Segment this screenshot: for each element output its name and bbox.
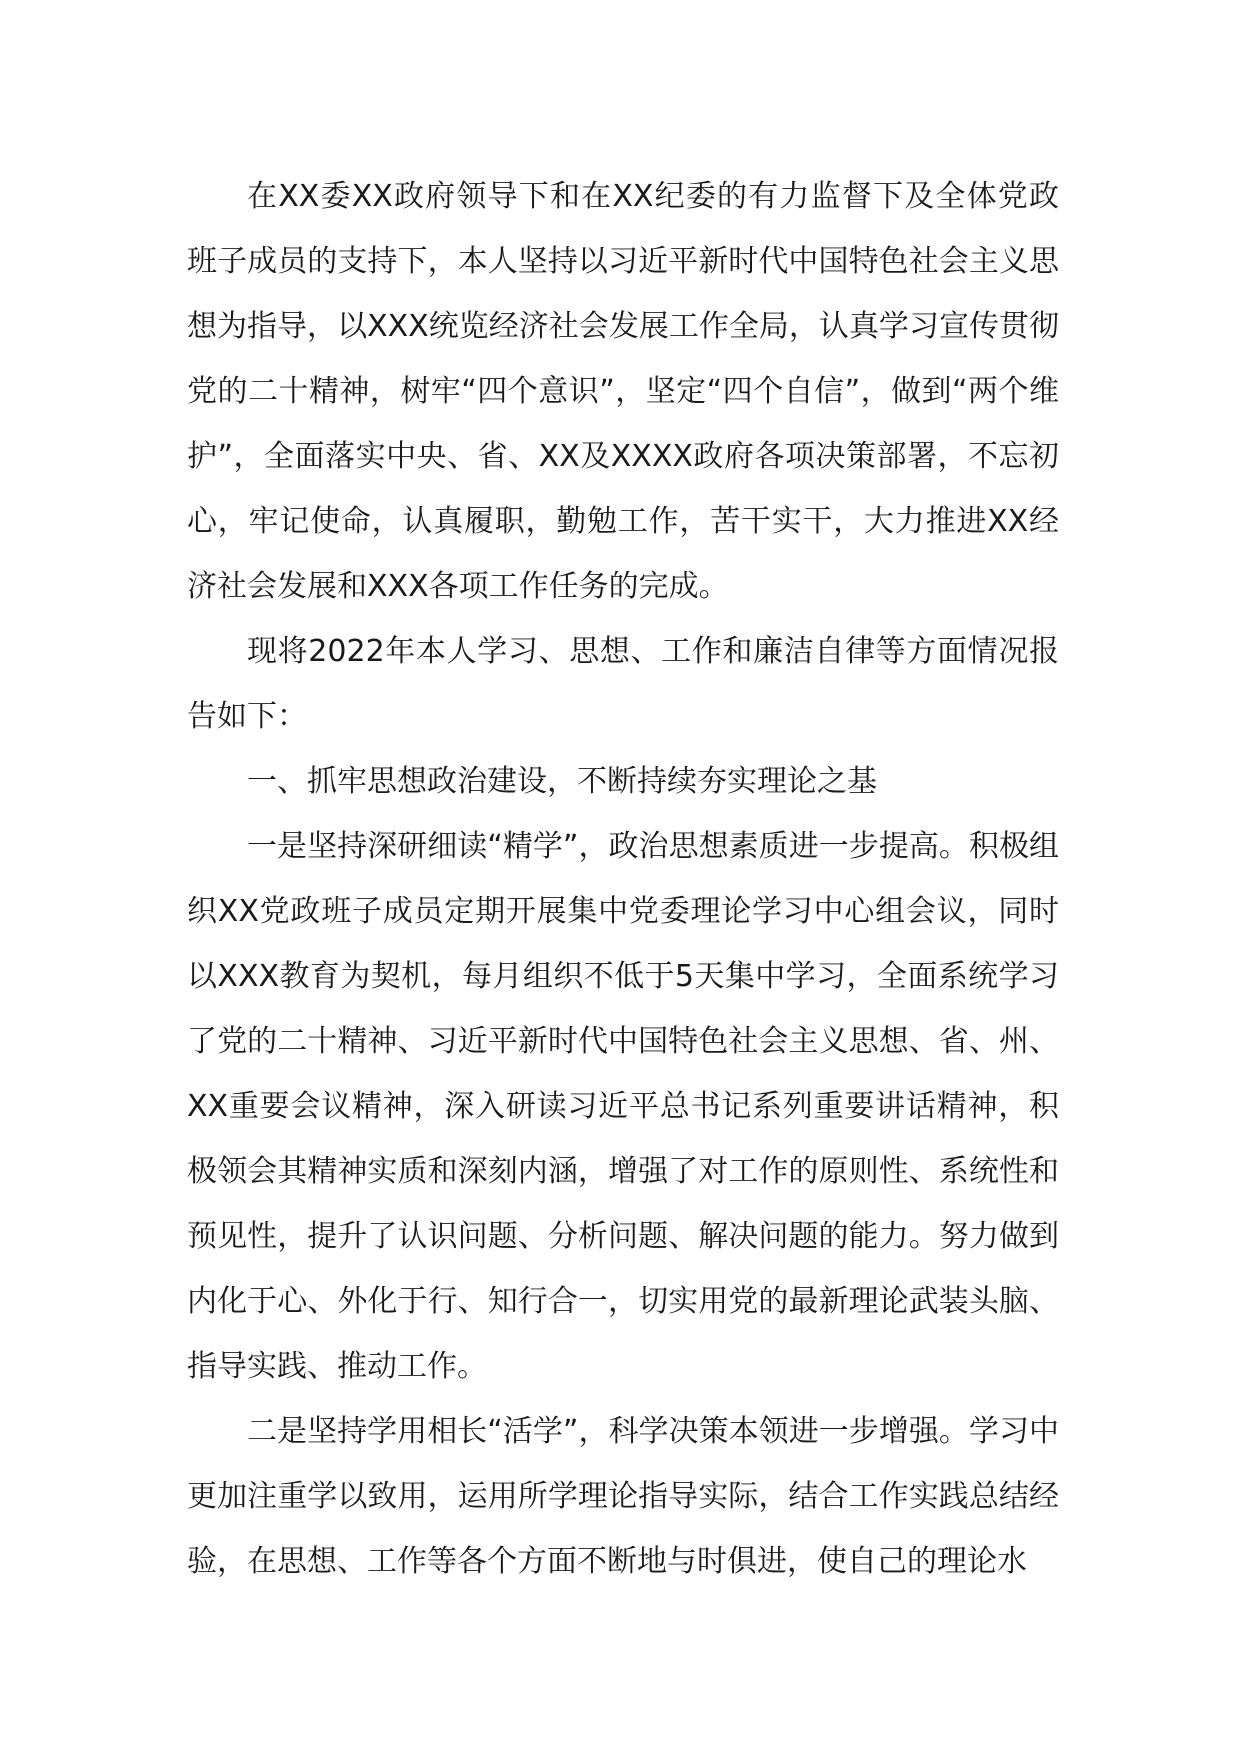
- paragraph-intro: 在XX委XX政府领导下和在XX纪委的有力监督下及全体党政班子成员的支持下，本人坚持以习近平新时代中国特色社会主义思想为指导，以XXX统览经济社会发展工作全局，认真学习宣传贯彻党的二十精神，树牢“四个意识”，坚定“四个自信”，做到“两个维护”，全面落实中央、省、XX及XXXX政府各项决策部署，不忘初心，牢记使命，认真履职，勤勉工作，苦干实干，大力推进XX经济社会发展和XXX各项工作任务的完成。: [187, 179, 1059, 604]
- document-body: [187, 164, 1059, 1594]
- paragraph-point-2: 二是坚持学用相长“活学”，科学决策本领进一步增强。学习中更加注重学以致用，运用所学理论指导实际，结合工作实践总结经验，在思想、工作等各个方面不断地与时俱进，使自己的理论水: [187, 1414, 1059, 1579]
- section-heading-1: 一、抓牢思想政治建设，不断持续夯实理论之基: [247, 764, 877, 799]
- paragraph-report-statement: 现将2022年本人学习、思想、工作和廉洁自律等方面情况报告如下：: [187, 634, 1059, 734]
- paragraph-point-1: 一是坚持深研细读“精学”，政治思想素质进一步提高。积极组织XX党政班子成员定期开展集中党委理论学习中心组会议，同时以XXX教育为契机，每月组织不低于5天集中学习，全面系统学习了党的二十精神、习近平新时代中国特色社会主义思想、省、州、XX重要会议精神，深入研读习近平总书记系列重要讲话精神，积极领会其精神实质和深刻内涵，增强了对工作的原则性、系统性和预见性，提升了认识问题、分析问题、解决问题的能力。努力做到内化于心、外化于行、知行合一，切实用党的最新理论武装头脑、指导实践、推动工作。: [187, 829, 1059, 1384]
